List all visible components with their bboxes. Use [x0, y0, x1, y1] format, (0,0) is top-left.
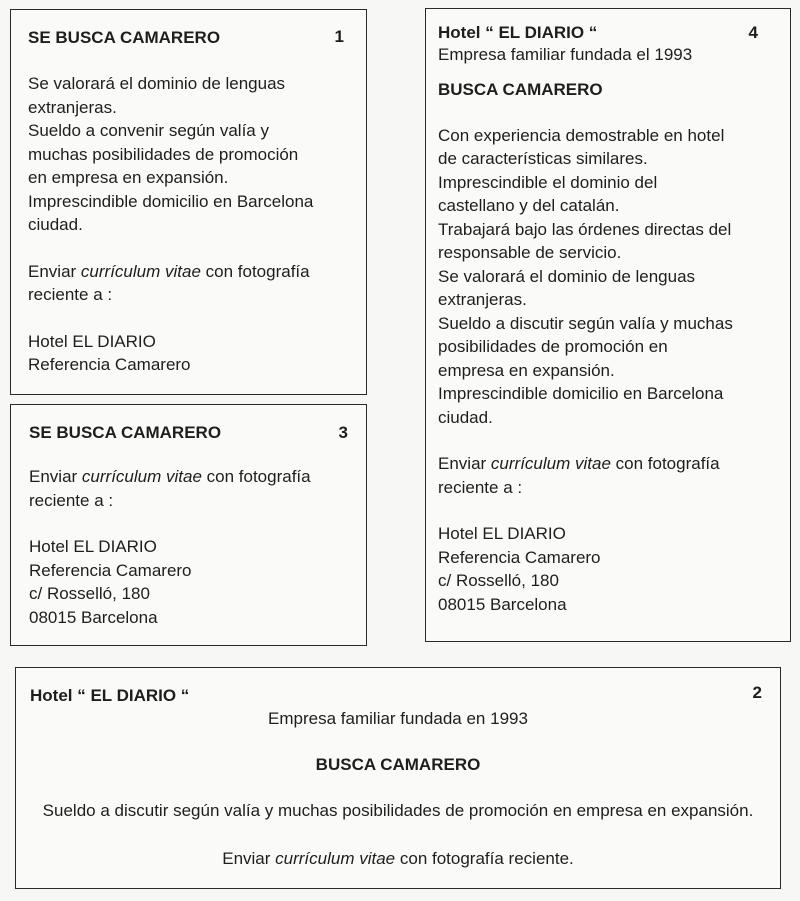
ad-address: Hotel EL DIARIO Referencia Camarero c/ Rosselló, 180 08015 Barcelona — [29, 537, 192, 627]
ad-send-instructions: Enviar currículum vitae con fotografía reciente a : — [28, 261, 310, 304]
ad-address: Hotel EL DIARIO Referencia Camarero — [28, 331, 191, 374]
job-ad-4 — [425, 8, 791, 642]
ad-subtitle: Empresa familiar fundada en 1993 — [268, 709, 528, 728]
ad-number: 4 — [748, 23, 758, 42]
ad-number: 1 — [334, 27, 344, 46]
ad-address: Hotel EL DIARIO Referencia Camarero c/ Rosselló, 180 08015 Barcelona — [438, 524, 601, 614]
ad-send-instructions: Enviar currículum vitae con fotografía reciente. — [222, 849, 574, 868]
ad-heading: BUSCA CAMARERO — [438, 79, 603, 99]
ad-heading: BUSCA CAMARERO — [315, 755, 481, 774]
ad-number: 2 — [752, 683, 762, 702]
ad-title: Hotel “ EL DIARIO “ — [30, 686, 190, 705]
ad-body: Sueldo a discutir según valía y muchas posibilidades de promoción en empresa en expansión. — [42, 801, 754, 820]
ad-title: SE BUSCA CAMARERO — [28, 28, 221, 47]
ad-title: SE BUSCA CAMARERO — [29, 423, 222, 442]
job-ad-1 — [10, 9, 367, 395]
ad-title: Hotel “ EL DIARIO “ — [438, 23, 598, 42]
ad-body: Se valorará el dominio de lenguas extranjeras. Sueldo a convenir según valía y muchas posibilidades de promoción en empresa en expansión. Imprescindible domicilio en Barcelona ciudad. — [28, 74, 314, 234]
ad-send-instructions: Enviar currículum vitae con fotografía reciente a : — [29, 467, 311, 510]
ad-number: 3 — [338, 423, 348, 442]
ad-send-instructions: Enviar currículum vitae con fotografía reciente a : — [438, 454, 720, 497]
ad-body: Con experiencia demostrable en hotel de características similares. Imprescindible el dominio del castellano y del catalán. Trabajará bajo las órdenes directas del responsable de servicio. Se valorará el dominio de lenguas extranjeras. Sueldo a discutir según valía y muchas posibilidades de promoción en empresa en expansión. Imprescindible domicilio en Barcelona ciudad. — [438, 125, 733, 427]
ad-subtitle: Empresa familiar fundada el 1993 — [438, 45, 693, 64]
job-ad-3 — [10, 404, 367, 646]
job-ad-2 — [15, 667, 781, 889]
